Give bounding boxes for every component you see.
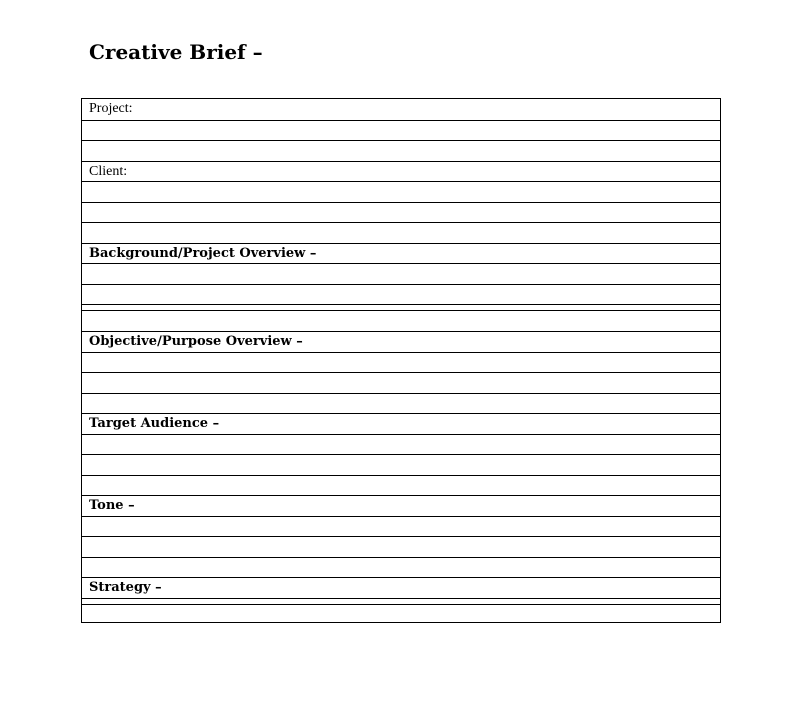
blank-row xyxy=(82,263,720,284)
creative-brief-table xyxy=(81,98,721,623)
blank-row xyxy=(82,181,720,202)
blank-row xyxy=(82,434,720,454)
blank-row xyxy=(82,536,720,557)
blank-row xyxy=(82,202,720,222)
field-label-row: Project: xyxy=(89,101,133,116)
blank-row xyxy=(82,454,720,475)
blank-row xyxy=(82,120,720,140)
section-heading-row: Objective/Purpose Overview – xyxy=(82,331,720,352)
section-heading-row: Target Audience – xyxy=(82,413,720,434)
blank-row xyxy=(82,372,720,393)
blank-row xyxy=(82,516,720,536)
blank-row xyxy=(82,310,720,331)
blank-row xyxy=(82,140,720,161)
blank-row xyxy=(82,604,720,622)
blank-row xyxy=(82,393,720,413)
section-heading-row: Background/Project Overview – xyxy=(82,243,720,263)
field-label-row: Client: xyxy=(82,161,720,181)
blank-row xyxy=(82,352,720,372)
blank-row xyxy=(82,284,720,304)
section-heading-row: Strategy – xyxy=(82,577,720,598)
document-title: Creative Brief – xyxy=(89,40,263,64)
blank-row xyxy=(82,222,720,243)
section-heading-row: Tone – xyxy=(82,495,720,516)
blank-row xyxy=(82,475,720,495)
blank-row xyxy=(82,557,720,577)
